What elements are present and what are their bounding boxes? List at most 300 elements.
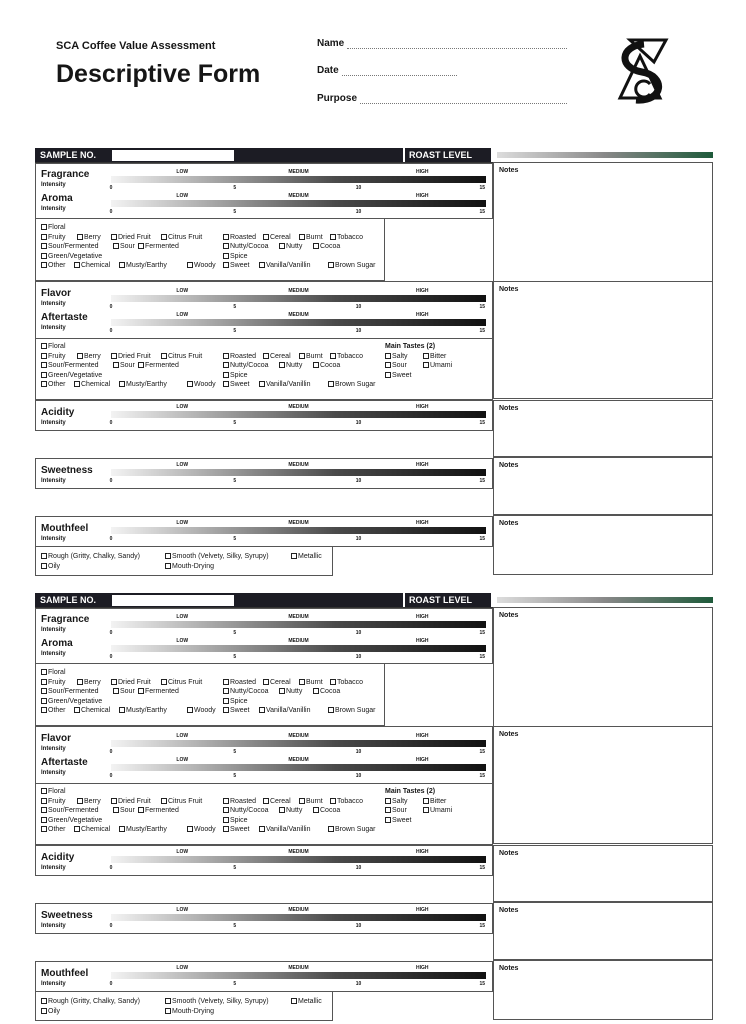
scale-medium-label: MEDIUM: [288, 169, 309, 175]
green-vegetative-checkbox[interactable]: [41, 372, 47, 378]
nutty-checkbox[interactable]: [279, 243, 285, 249]
fermented-checkbox[interactable]: [138, 688, 144, 694]
fruity-checkbox[interactable]: [41, 679, 47, 685]
scale-tick: 5: [233, 923, 237, 929]
main-tastes-title: Main Tastes (2): [385, 343, 436, 350]
scale-tick: 10: [355, 328, 362, 334]
fruity-checkbox[interactable]: [41, 798, 47, 804]
tobacco-checkbox[interactable]: [330, 798, 336, 804]
scale-medium-label: MEDIUM: [288, 404, 309, 410]
tobacco-label: Tobacco: [337, 352, 364, 360]
sample-no-label: SAMPLE NO.: [40, 150, 97, 160]
intensity-scale[interactable]: [111, 966, 486, 986]
cocoa-checkbox[interactable]: [313, 243, 319, 249]
burnt-checkbox[interactable]: [299, 234, 305, 240]
intensity-scale[interactable]: [111, 734, 486, 754]
scale-medium-label: MEDIUM: [288, 849, 309, 855]
tobacco-checkbox[interactable]: [330, 353, 336, 359]
berry-label: Berry: [84, 678, 101, 686]
woody-label: Woody: [194, 707, 216, 715]
scale-low-label: LOW: [176, 757, 189, 763]
cereal-checkbox[interactable]: [263, 798, 269, 804]
notes-label: Notes: [499, 286, 519, 293]
taste-sweet-checkbox[interactable]: [385, 817, 391, 823]
vanilla-vanillin-checkbox[interactable]: [259, 707, 265, 713]
scale-tick: 5: [233, 209, 237, 215]
acidity-label: Acidity Intensity: [41, 407, 74, 429]
taste-sour-label: Sour: [392, 807, 407, 815]
fermented-checkbox[interactable]: [138, 362, 144, 368]
citrus-fruit-label: Citrus Fruit: [168, 352, 203, 360]
scale-medium-label: MEDIUM: [288, 312, 309, 318]
tobacco-label: Tobacco: [337, 678, 364, 686]
musty-earthy-checkbox[interactable]: [119, 262, 125, 268]
intensity-scale[interactable]: [111, 758, 486, 778]
nutty-label: Nutty: [286, 807, 303, 815]
aftertaste-label: Aftertaste Intensity: [41, 312, 88, 334]
floral-checkbox[interactable]: [41, 224, 47, 230]
scale-tick: 10: [355, 630, 362, 636]
sour-fermented-checkbox[interactable]: [41, 243, 47, 249]
dried-fruit-checkbox[interactable]: [111, 353, 117, 359]
intensity-label: Intensity: [41, 536, 66, 542]
spice-label: Spice: [230, 697, 248, 705]
scale-low-label: LOW: [176, 965, 189, 971]
nutty-cocoa-label: Nutty/Cocoa: [230, 688, 269, 696]
tobacco-label: Tobacco: [337, 233, 364, 241]
oily-label: Oily: [48, 1008, 61, 1015]
vanilla-vanillin-checkbox[interactable]: [259, 826, 265, 832]
scale-high-label: HIGH: [416, 288, 429, 294]
green-vegetative-checkbox[interactable]: [41, 817, 47, 823]
scale-tick: 5: [233, 981, 237, 987]
musty-earthy-checkbox[interactable]: [119, 381, 125, 387]
vanilla-vanillin-label: Vanilla/Vanillin: [266, 381, 311, 389]
cocoa-checkbox[interactable]: [313, 807, 319, 813]
vanilla-vanillin-checkbox[interactable]: [259, 262, 265, 268]
sample-no-input[interactable]: [112, 595, 234, 606]
roast-level-gradient[interactable]: [497, 152, 713, 158]
floral-checkbox[interactable]: [41, 788, 47, 794]
fermented-checkbox[interactable]: [138, 807, 144, 813]
woody-checkbox[interactable]: [187, 826, 193, 832]
roasted-checkbox[interactable]: [223, 234, 229, 240]
dried-fruit-checkbox[interactable]: [111, 234, 117, 240]
tobacco-checkbox[interactable]: [330, 234, 336, 240]
scale-tick: 10: [355, 478, 362, 484]
intensity-scale[interactable]: [111, 850, 486, 870]
oily-checkbox[interactable]: [41, 1008, 47, 1014]
sour-fermented-checkbox[interactable]: [41, 807, 47, 813]
spice-label: Spice: [230, 816, 248, 824]
sweet-checkbox[interactable]: [223, 381, 229, 387]
scale-tick: 10: [355, 749, 362, 755]
scale-medium-label: MEDIUM: [288, 614, 309, 620]
scale-high-label: HIGH: [416, 404, 429, 410]
roasted-checkbox[interactable]: [223, 353, 229, 359]
aroma-label: Aroma Intensity: [41, 193, 73, 215]
burnt-label: Burnt: [306, 678, 323, 686]
scale-low-label: LOW: [176, 404, 189, 410]
scale-high-label: HIGH: [416, 520, 429, 526]
brown-sugar-label: Brown Sugar: [335, 707, 376, 715]
scale-tick: 0: [109, 420, 113, 426]
scale-medium-label: MEDIUM: [288, 638, 309, 644]
nutty-checkbox[interactable]: [279, 362, 285, 368]
taste-sour-checkbox[interactable]: [385, 807, 391, 813]
intensity-bar: [111, 295, 486, 302]
chemical-label: Chemical: [81, 262, 111, 270]
sour-checkbox[interactable]: [113, 243, 119, 249]
umami-checkbox[interactable]: [423, 362, 429, 368]
mouth-drying-checkbox[interactable]: [165, 563, 171, 569]
citrus-fruit-checkbox[interactable]: [161, 798, 167, 804]
smooth-checkbox[interactable]: [165, 553, 171, 559]
other-checkbox[interactable]: [41, 707, 47, 713]
sweetness-label: Sweetness Intensity: [41, 465, 93, 487]
brown-sugar-checkbox[interactable]: [328, 826, 334, 832]
scale-tick: 15: [479, 773, 486, 779]
scale-low-label: LOW: [176, 907, 189, 913]
rough-label: Rough (Gritty, Chalky, Sandy): [48, 998, 140, 1005]
notes-box[interactable]: [493, 515, 713, 575]
intensity-bar: [111, 319, 486, 326]
cocoa-label: Cocoa: [320, 807, 341, 815]
notes-label: Notes: [499, 965, 519, 972]
sweet-checkbox[interactable]: [223, 707, 229, 713]
umami-label: Umami: [430, 362, 453, 370]
intensity-scale[interactable]: [111, 313, 486, 333]
flavor-label: Flavor Intensity: [41, 288, 71, 310]
scale-tick: 10: [355, 773, 362, 779]
notes-box[interactable]: [493, 281, 713, 399]
scale-high-label: HIGH: [416, 849, 429, 855]
salty-checkbox[interactable]: [385, 353, 391, 359]
burnt-checkbox[interactable]: [299, 679, 305, 685]
scale-low-label: LOW: [176, 520, 189, 526]
sour-fermented-checkbox[interactable]: [41, 362, 47, 368]
scale-tick: 5: [233, 630, 237, 636]
roasted-label: Roasted: [230, 233, 257, 241]
green-vegetative-checkbox[interactable]: [41, 253, 47, 259]
spice-checkbox[interactable]: [223, 372, 229, 378]
brown-sugar-checkbox[interactable]: [328, 707, 334, 713]
burnt-checkbox[interactable]: [299, 353, 305, 359]
salty-checkbox[interactable]: [385, 798, 391, 804]
intensity-scale[interactable]: [111, 639, 486, 659]
citrus-fruit-checkbox[interactable]: [161, 679, 167, 685]
woody-checkbox[interactable]: [187, 381, 193, 387]
rough-checkbox[interactable]: [41, 998, 47, 1004]
nutty-cocoa-checkbox[interactable]: [223, 807, 229, 813]
intensity-bar: [111, 645, 486, 652]
scale-tick: 15: [479, 654, 486, 660]
intensity-label: Intensity: [41, 865, 66, 871]
notes-box[interactable]: [493, 400, 713, 457]
chemical-label: Chemical: [81, 707, 111, 715]
cocoa-checkbox[interactable]: [313, 362, 319, 368]
aftertaste-label: Aftertaste Intensity: [41, 757, 88, 779]
brown-sugar-checkbox[interactable]: [328, 262, 334, 268]
brown-sugar-label: Brown Sugar: [335, 826, 376, 834]
vanilla-vanillin-checkbox[interactable]: [259, 381, 265, 387]
scale-medium-label: MEDIUM: [288, 288, 309, 294]
spice-checkbox[interactable]: [223, 253, 229, 259]
dried-fruit-checkbox[interactable]: [111, 679, 117, 685]
fruity-label: Fruity: [48, 352, 66, 360]
cereal-checkbox[interactable]: [263, 679, 269, 685]
intensity-scale[interactable]: [111, 405, 486, 425]
metallic-checkbox[interactable]: [291, 553, 297, 559]
scale-tick: 10: [355, 420, 362, 426]
nutty-checkbox[interactable]: [279, 807, 285, 813]
bitter-checkbox[interactable]: [423, 353, 429, 359]
scale-tick: 10: [355, 865, 362, 871]
intensity-bar: [111, 972, 486, 979]
brown-sugar-label: Brown Sugar: [335, 381, 376, 389]
fermented-label: Fermented: [145, 688, 179, 696]
musty-earthy-label: Musty/Earthy: [126, 707, 167, 715]
taste-sweet-label: Sweet: [392, 816, 412, 824]
intensity-scale[interactable]: [111, 289, 486, 309]
cereal-checkbox[interactable]: [263, 234, 269, 240]
intensity-scale[interactable]: [111, 170, 486, 190]
mouth-drying-checkbox[interactable]: [165, 1008, 171, 1014]
sour-label: Sour: [120, 688, 135, 696]
scale-tick: 15: [479, 304, 486, 310]
sample-bar: [35, 593, 491, 608]
roast-level-label: ROAST LEVEL: [409, 150, 473, 160]
bitter-checkbox[interactable]: [423, 798, 429, 804]
aroma-label: Aroma Intensity: [41, 638, 73, 660]
berry-label: Berry: [84, 352, 101, 360]
intensity-label: Intensity: [41, 478, 66, 484]
intensity-bar: [111, 176, 486, 183]
nutty-cocoa-checkbox[interactable]: [223, 243, 229, 249]
metallic-checkbox[interactable]: [291, 998, 297, 1004]
sweet-label: Sweet: [230, 262, 250, 270]
salty-label: Salty: [392, 352, 408, 360]
fermented-label: Fermented: [145, 243, 179, 251]
chemical-checkbox[interactable]: [74, 707, 80, 713]
oily-checkbox[interactable]: [41, 563, 47, 569]
scale-tick: 10: [355, 654, 362, 660]
salty-label: Salty: [392, 797, 408, 805]
floral-checkbox[interactable]: [41, 343, 47, 349]
burnt-checkbox[interactable]: [299, 798, 305, 804]
scale-tick: 15: [479, 328, 486, 334]
sweet-checkbox[interactable]: [223, 826, 229, 832]
notes-box[interactable]: [493, 162, 713, 282]
sour-label: Sour: [120, 243, 135, 251]
notes-label: Notes: [499, 520, 519, 527]
scale-tick: 5: [233, 478, 237, 484]
sample-no-input[interactable]: [112, 150, 234, 161]
fermented-checkbox[interactable]: [138, 243, 144, 249]
woody-checkbox[interactable]: [187, 262, 193, 268]
cocoa-label: Cocoa: [320, 362, 341, 370]
intensity-bar: [111, 527, 486, 534]
berry-checkbox[interactable]: [77, 353, 83, 359]
intensity-scale[interactable]: [111, 521, 486, 541]
brown-sugar-checkbox[interactable]: [328, 381, 334, 387]
sour-checkbox[interactable]: [113, 362, 119, 368]
notes-label: Notes: [499, 462, 519, 469]
citrus-fruit-label: Citrus Fruit: [168, 797, 203, 805]
taste-sweet-checkbox[interactable]: [385, 372, 391, 378]
cereal-label: Cereal: [270, 233, 291, 241]
other-checkbox[interactable]: [41, 381, 47, 387]
notes-box[interactable]: [493, 960, 713, 1020]
bitter-label: Bitter: [430, 352, 447, 360]
fruity-checkbox[interactable]: [41, 234, 47, 240]
sweet-checkbox[interactable]: [223, 262, 229, 268]
berry-checkbox[interactable]: [77, 679, 83, 685]
sample-sheet-2: [35, 593, 713, 1021]
date-field[interactable]: [317, 65, 457, 76]
citrus-fruit-checkbox[interactable]: [161, 353, 167, 359]
scale-tick: 5: [233, 773, 237, 779]
scale-high-label: HIGH: [416, 193, 429, 199]
smooth-checkbox[interactable]: [165, 998, 171, 1004]
green-vegetative-checkbox[interactable]: [41, 698, 47, 704]
notes-label: Notes: [499, 731, 519, 738]
fruity-label: Fruity: [48, 233, 66, 241]
scale-tick: 15: [479, 749, 486, 755]
other-checkbox[interactable]: [41, 262, 47, 268]
dried-fruit-label: Dried Fruit: [118, 352, 151, 360]
fragrance-label: Fragrance Intensity: [41, 169, 89, 191]
citrus-fruit-checkbox[interactable]: [161, 234, 167, 240]
scale-tick: 15: [479, 209, 486, 215]
intensity-bar: [111, 764, 486, 771]
berry-checkbox[interactable]: [77, 798, 83, 804]
scale-tick: 5: [233, 304, 237, 310]
scale-low-label: LOW: [176, 462, 189, 468]
scale-high-label: HIGH: [416, 638, 429, 644]
scale-low-label: LOW: [176, 288, 189, 294]
taste-sour-checkbox[interactable]: [385, 362, 391, 368]
scale-low-label: LOW: [176, 193, 189, 199]
scale-tick: 0: [109, 749, 113, 755]
scale-tick: 0: [109, 209, 113, 215]
vanilla-vanillin-label: Vanilla/Vanillin: [266, 262, 311, 270]
sample-sheet-1: [35, 148, 713, 576]
scale-tick: 10: [355, 185, 362, 191]
nutty-cocoa-label: Nutty/Cocoa: [230, 362, 269, 370]
purpose-field[interactable]: [317, 93, 567, 104]
purpose-label: Purpose: [317, 93, 358, 104]
nutty-cocoa-checkbox[interactable]: [223, 362, 229, 368]
berry-checkbox[interactable]: [77, 234, 83, 240]
spice-checkbox[interactable]: [223, 817, 229, 823]
rough-label: Rough (Gritty, Chalky, Sandy): [48, 553, 140, 560]
dried-fruit-label: Dried Fruit: [118, 797, 151, 805]
nutty-checkbox[interactable]: [279, 688, 285, 694]
chemical-checkbox[interactable]: [74, 826, 80, 832]
scale-medium-label: MEDIUM: [288, 907, 309, 913]
notes-box[interactable]: [493, 457, 713, 515]
dried-fruit-label: Dried Fruit: [118, 233, 151, 241]
cereal-label: Cereal: [270, 678, 291, 686]
acidity-label: Acidity Intensity: [41, 852, 74, 874]
musty-earthy-checkbox[interactable]: [119, 826, 125, 832]
sample-bar: [35, 148, 491, 163]
scale-medium-label: MEDIUM: [288, 193, 309, 199]
chemical-checkbox[interactable]: [74, 381, 80, 387]
mouthfeel-options: [41, 997, 341, 1019]
name-label: Name: [317, 38, 345, 49]
metallic-label: Metallic: [298, 553, 322, 560]
other-checkbox[interactable]: [41, 826, 47, 832]
vanilla-vanillin-label: Vanilla/Vanillin: [266, 826, 311, 834]
sweetness-label: Sweetness Intensity: [41, 910, 93, 932]
notes-box[interactable]: [493, 902, 713, 960]
dried-fruit-checkbox[interactable]: [111, 798, 117, 804]
tobacco-checkbox[interactable]: [330, 679, 336, 685]
intensity-label: Intensity: [41, 325, 66, 331]
cereal-label: Cereal: [270, 797, 291, 805]
sour-fermented-label: Sour/Fermented: [48, 243, 99, 251]
roast-level-label: ROAST LEVEL: [409, 595, 473, 605]
intensity-scale[interactable]: [111, 194, 486, 214]
sour-checkbox[interactable]: [113, 807, 119, 813]
intensity-bar: [111, 856, 486, 863]
chemical-checkbox[interactable]: [74, 262, 80, 268]
scale-medium-label: MEDIUM: [288, 462, 309, 468]
roasted-checkbox[interactable]: [223, 798, 229, 804]
flavor-label: Flavor Intensity: [41, 733, 71, 755]
cereal-checkbox[interactable]: [263, 353, 269, 359]
intensity-scale[interactable]: [111, 908, 486, 928]
sour-fermented-checkbox[interactable]: [41, 688, 47, 694]
scale-low-label: LOW: [176, 849, 189, 855]
notes-label: Notes: [499, 907, 519, 914]
scale-high-label: HIGH: [416, 462, 429, 468]
musty-earthy-checkbox[interactable]: [119, 707, 125, 713]
intensity-bar: [111, 621, 486, 628]
cocoa-checkbox[interactable]: [313, 688, 319, 694]
scale-low-label: LOW: [176, 312, 189, 318]
notes-box[interactable]: [493, 845, 713, 902]
scale-tick: 15: [479, 630, 486, 636]
sour-checkbox[interactable]: [113, 688, 119, 694]
notes-box[interactable]: [493, 726, 713, 844]
intensity-bar: [111, 740, 486, 747]
scale-tick: 15: [479, 865, 486, 871]
floral-checkbox[interactable]: [41, 669, 47, 675]
other-label: Other: [48, 826, 66, 834]
intensity-label: Intensity: [41, 746, 66, 752]
intensity-scale[interactable]: [111, 463, 486, 483]
fruity-checkbox[interactable]: [41, 353, 47, 359]
roasted-checkbox[interactable]: [223, 679, 229, 685]
scale-tick: 5: [233, 536, 237, 542]
scale-tick: 0: [109, 304, 113, 310]
umami-checkbox[interactable]: [423, 807, 429, 813]
notes-box[interactable]: [493, 607, 713, 727]
scale-medium-label: MEDIUM: [288, 520, 309, 526]
woody-checkbox[interactable]: [187, 707, 193, 713]
intensity-scale[interactable]: [111, 615, 486, 635]
scale-tick: 15: [479, 185, 486, 191]
name-field[interactable]: [317, 38, 567, 49]
spice-checkbox[interactable]: [223, 698, 229, 704]
intensity-label: Intensity: [41, 182, 66, 188]
roast-level-gradient[interactable]: [497, 597, 713, 603]
nutty-cocoa-checkbox[interactable]: [223, 688, 229, 694]
rough-checkbox[interactable]: [41, 553, 47, 559]
